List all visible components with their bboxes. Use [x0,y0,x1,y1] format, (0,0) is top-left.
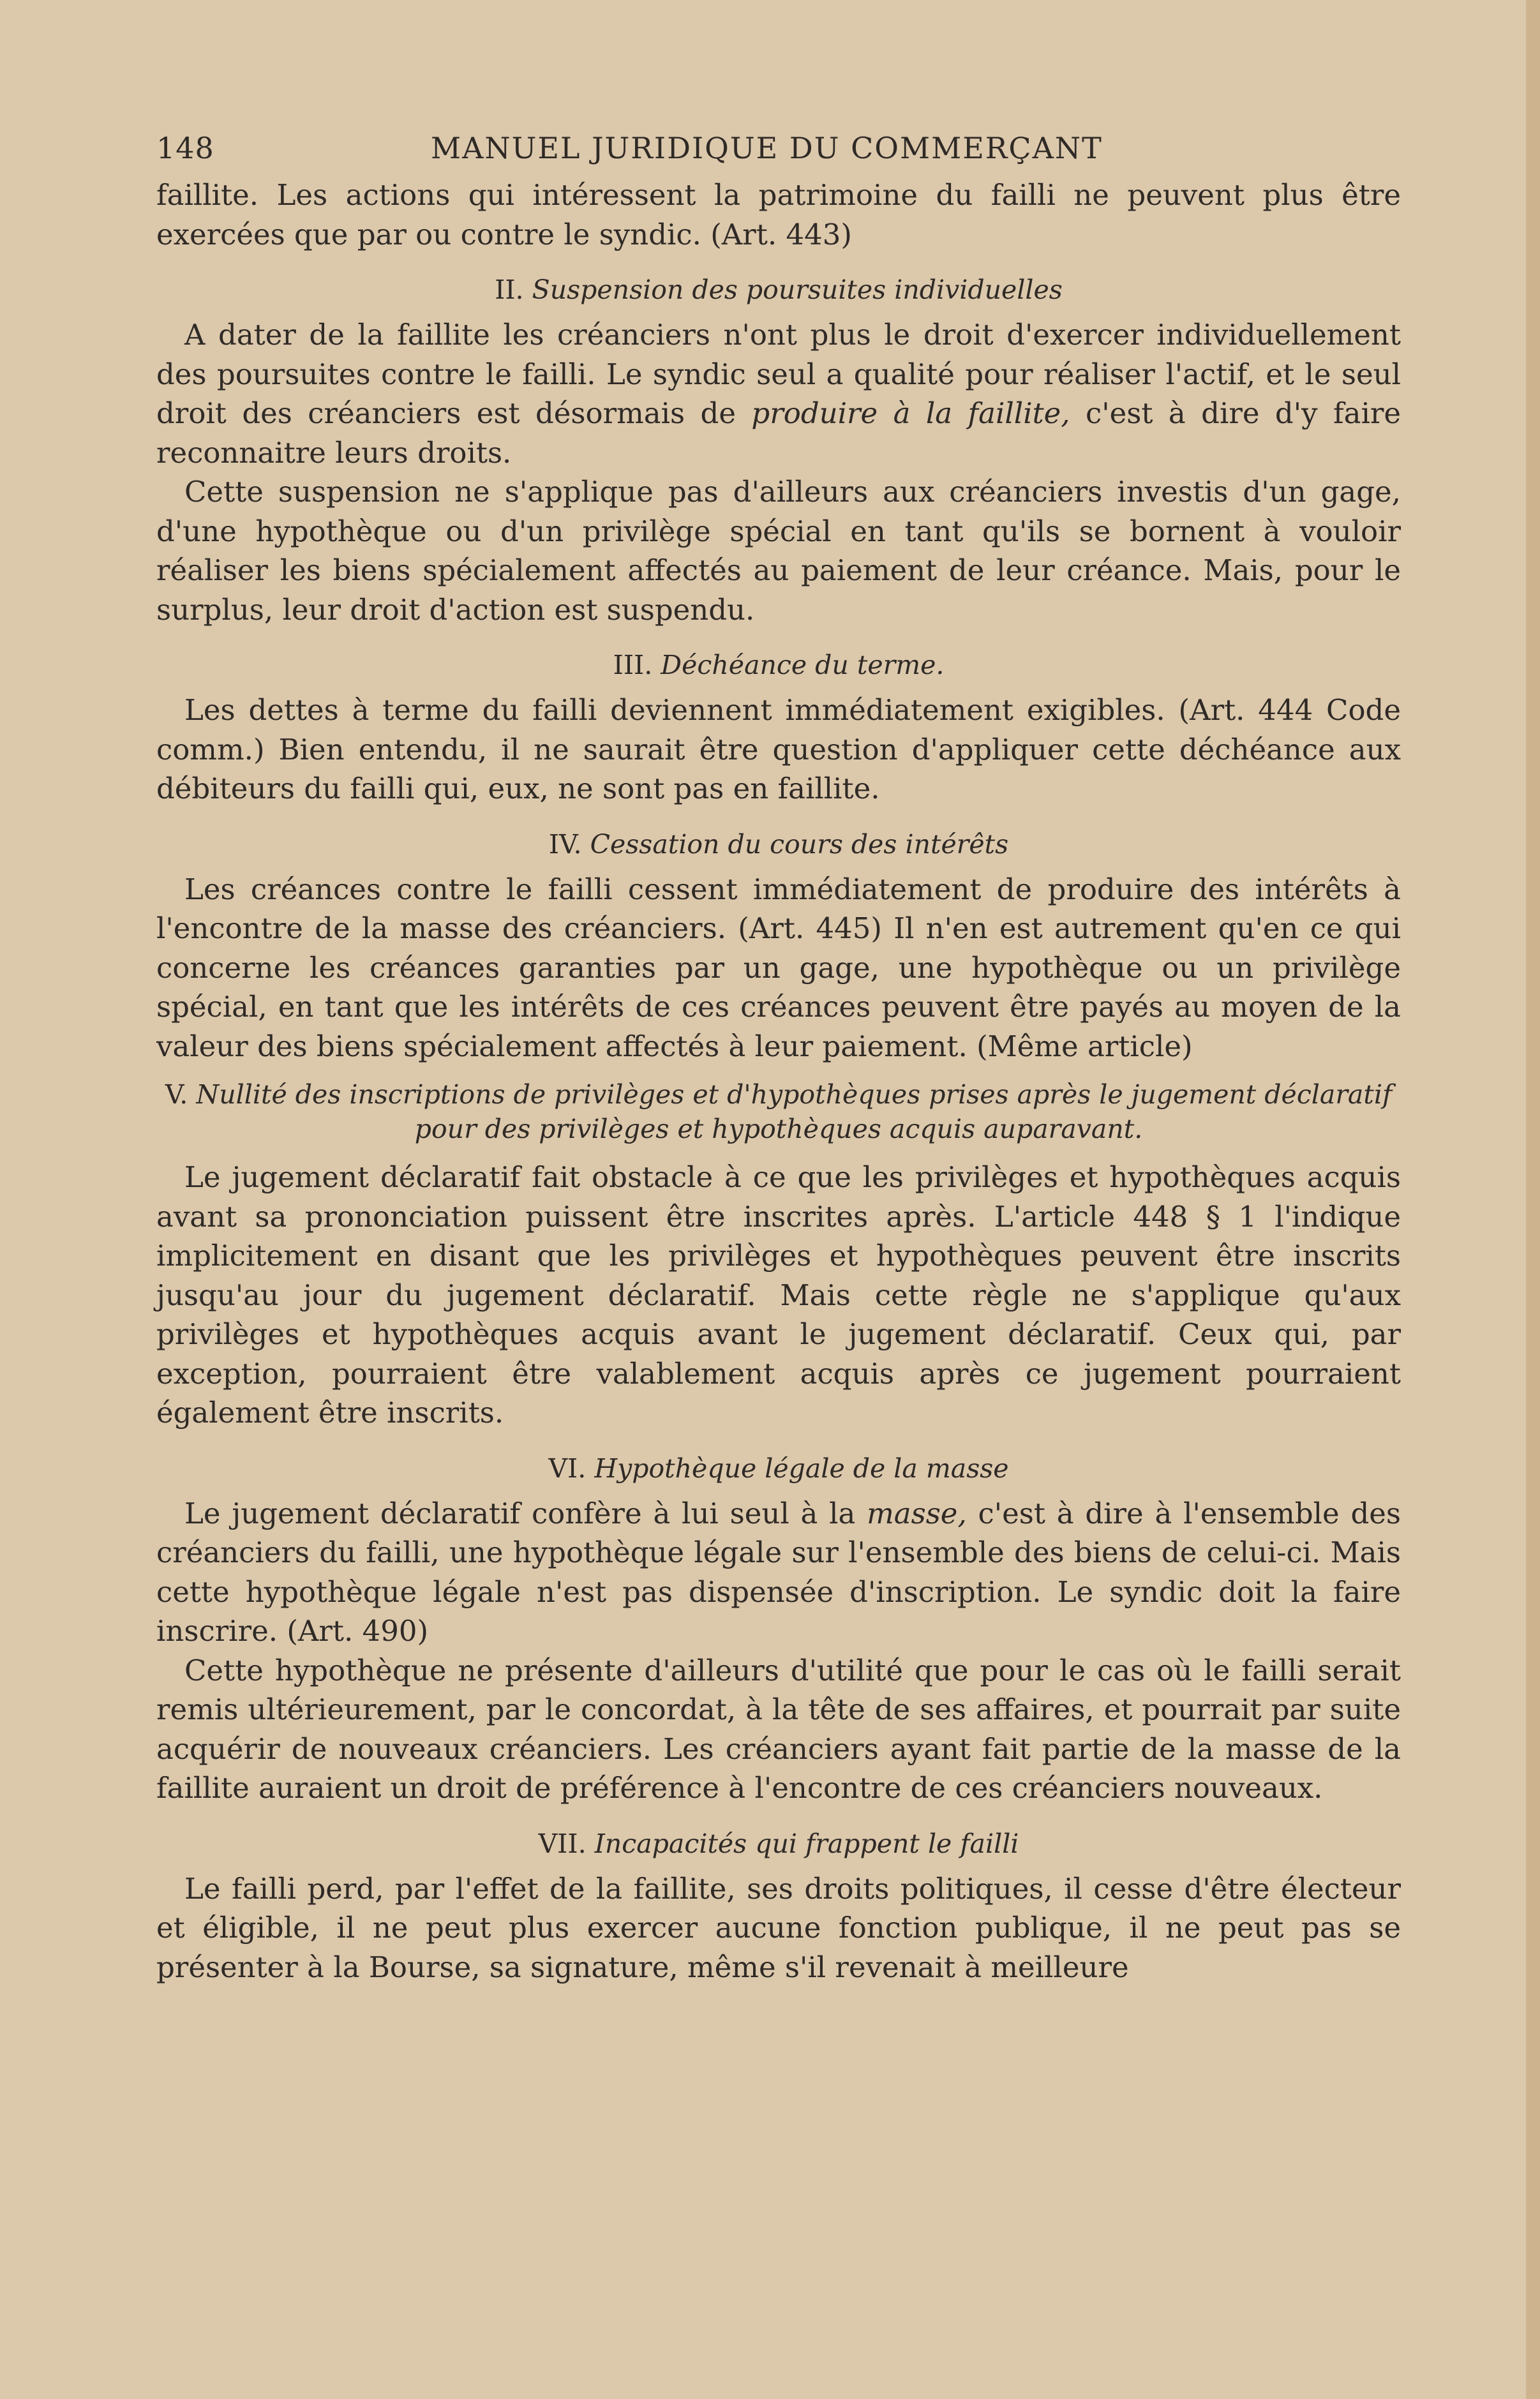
section-7-paragraph-1: Le failli perd, par l'effet de la faillite, ses droits politiques, il cesse d'être électeur et éligible, il ne peut plus exercer aucune fonction publique, il ne peut pas se présenter à la Bourse, sa signature, même s'il revenait à meilleure [156,1871,1401,1984]
section-number: VI. [548,1453,587,1484]
section-number: II. [495,274,524,305]
section-heading-7 [156,1826,1401,1862]
section-number: III. [613,650,653,680]
section-6-paragraph-2: Cette hypothèque ne présente d'ailleurs d'utilité que pour le cas où le failli serait remis ultérieurement, par le concordat, à la tête de ses affaires, et pourrait par suite acquérir de nouveaux créanciers. Les créanciers ayant fait partie de la masse de la faillite auraient un droit de préférence à l'encontre de ces créanciers nouveaux. [156,1653,1401,1805]
section-5-paragraph-1: Le jugement déclaratif fait obstacle à ce que les privilèges et hypothèques acquis avant sa prononciation puissent être inscrites après. L'article 448 § 1 l'indique implicitement en disant que les privilèges et hypothèques peuvent être inscrits jusqu'au jour du jugement déclaratif. Mais cette règle ne s'applique qu'aux privilèges et hypothèques acquis avant le jugement déclaratif. Ceux qui, par exception, pourraient être valablement acquis après ce jugement pourraient également être inscrits. [156,1160,1401,1430]
section-title: Hypothèque légale de la masse [594,1453,1009,1484]
section-heading-6 [156,1451,1401,1486]
text-run: c'est à dire à l'ensemble des créanciers du failli, une hypothèque légale sur l'ensemble des biens de celui-ci. Mais cette hypothèque légale n'est pas dispensée d'inscription. Le syndic doit la faire inscrire. (Art. 490) [156,1496,1401,1648]
page-edge-shadow [1526,0,1540,2399]
page-content [156,131,1401,1987]
section-number: V. [165,1079,188,1110]
section-number: VII. [538,1828,587,1859]
section-title: Suspension des poursuites individuelles [532,274,1063,305]
section-4-paragraph-1: Les créances contre le failli cessent immédiatement de produire des intérêts à l'encontre de la masse des créanciers. (Art. 445) Il n'en est autrement qu'en ce qui concerne les créances garanties par un gage, une hypothèque ou un privilège spécial, en tant que les intérêts de ces créances peuvent être payés au moyen de la valeur des biens spécialement affectés à leur paiement. (Même article) [156,872,1401,1063]
section-heading-3 [156,647,1401,683]
page-number: 148 [156,131,214,165]
emphasis-text: masse, [867,1496,967,1530]
book-title: MANUEL JURIDIQUE DU COMMERÇANT [431,131,1103,165]
section-2-paragraph-2: Cette suspension ne s'applique pas d'ailleurs aux créanciers investis d'un gage, d'une hypothèque ou d'un privilège spécial en tant qu'ils se bornent à vouloir réaliser les biens spécialement affectés au paiement de leur créance. Mais, pour le surplus, leur droit d'action est suspendu. [156,475,1401,627]
section-3-paragraph-1: Les dettes à terme du failli deviennent immédiatement exigibles. (Art. 444 Code comm.) Bien entendu, il ne saurait être question d'appliquer cette déchéance aux débiteurs du failli qui, eux, ne sont pas en faillite. [156,693,1401,805]
text-run: Le jugement déclaratif confère à lui seul à la [184,1496,867,1530]
section-heading-2 [156,272,1401,308]
intro-paragraph: faillite. Les actions qui intéressent la patrimoine du failli ne peuvent plus être exercées que par ou contre le syndic. (Art. 443) [156,178,1401,251]
text-run: c'est à dire d'y faire reconnaitre leurs droits. [156,396,1401,470]
section-heading-4 [156,826,1401,862]
section-heading-5 [156,1077,1401,1146]
section-title: Déchéance du terme. [661,650,945,680]
section-2-paragraph-1 [156,315,1401,472]
section-6-paragraph-1 [156,1494,1401,1651]
section-title: Incapacités qui frappent le failli [594,1828,1019,1859]
section-title: Nullité des inscriptions de privilèges et d'hypothèques prises après le jugement déclaratif pour des privilèges et hypothèques acquis auparavant. [196,1079,1393,1144]
section-title: Cessation du cours des intérêts [590,828,1009,860]
text-run: A dater de la faillite les créanciers n'ont plus le droit d'exercer individuellement des poursuites contre le failli. Le syndic seul a qualité pour réaliser l'actif, et le seul droit des créanciers est désormais de [156,318,1401,430]
section-number: IV. [548,828,582,860]
emphasis-text: produire à la faillite, [751,396,1070,430]
running-header [156,131,1401,176]
